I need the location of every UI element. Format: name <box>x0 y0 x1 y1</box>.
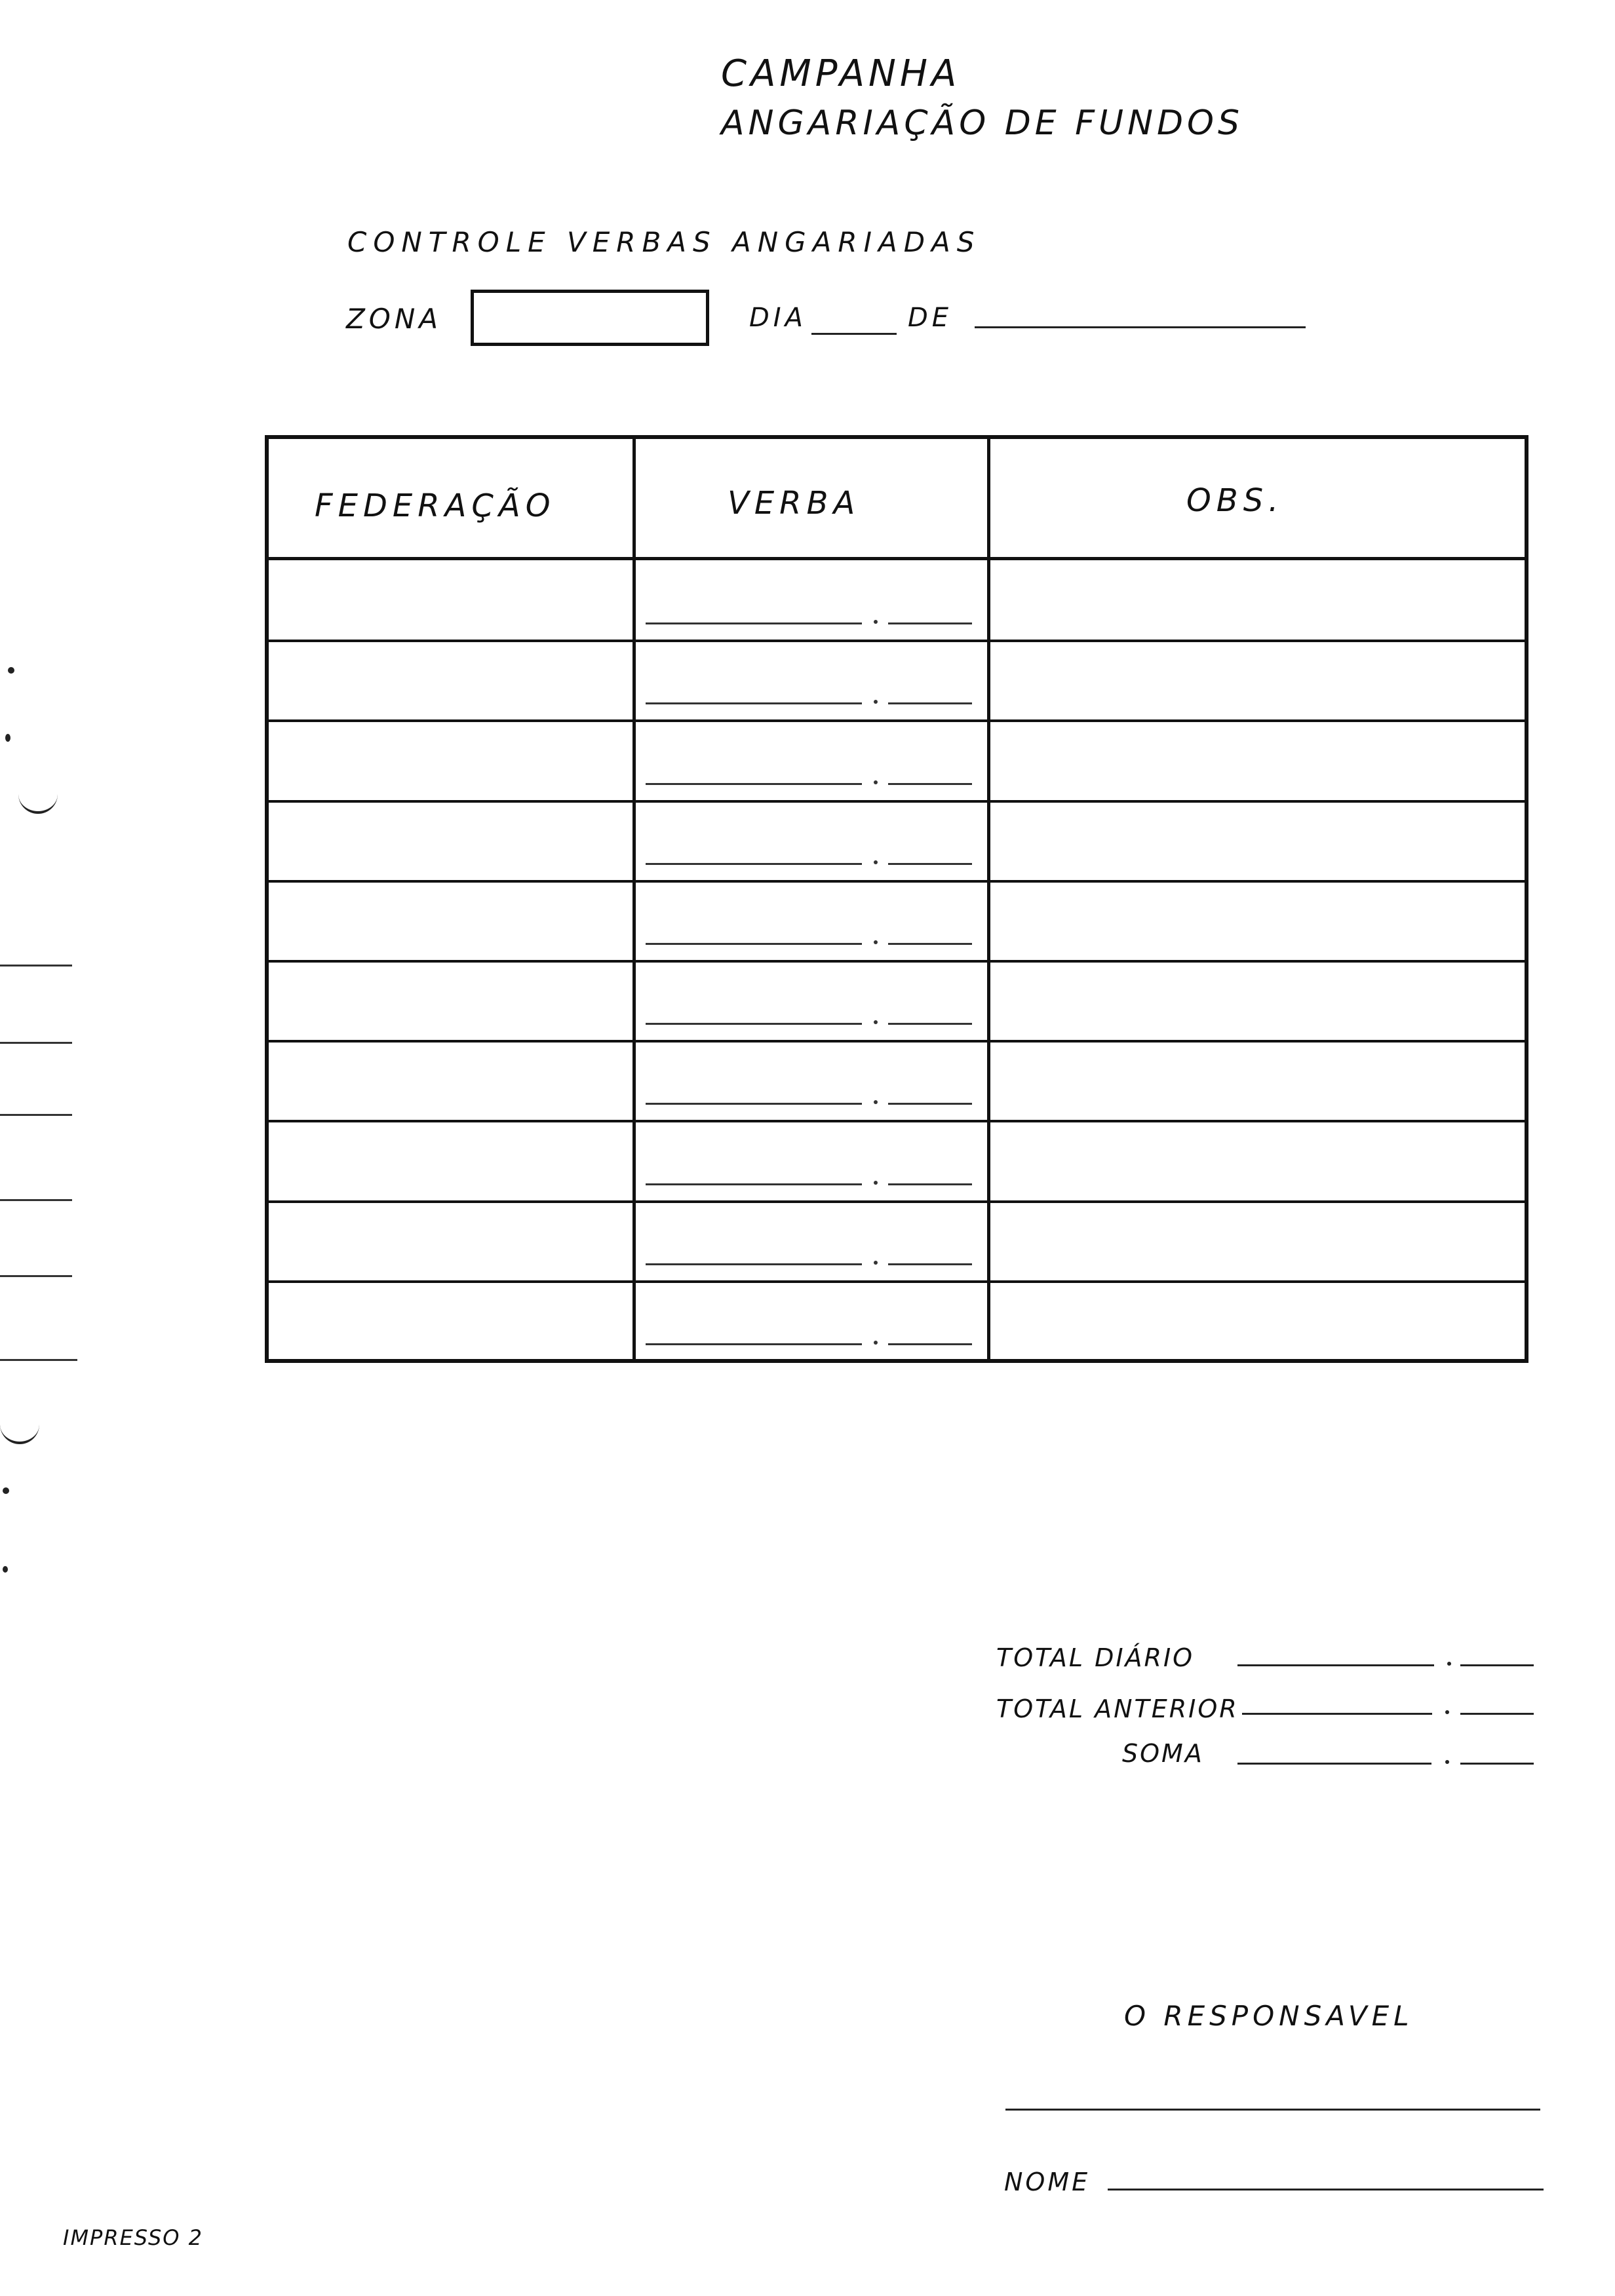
verba-amount-field[interactable] <box>646 702 862 704</box>
verba-amount-field[interactable] <box>646 943 862 945</box>
edge-mark <box>0 1114 72 1116</box>
edge-mark <box>0 965 72 966</box>
nome-field[interactable] <box>1108 2189 1544 2191</box>
verba-cents-field[interactable] <box>888 622 972 624</box>
dia-field[interactable] <box>811 333 897 335</box>
header-rule <box>269 557 1525 560</box>
verba-decimal-point <box>874 1341 878 1345</box>
column-divider-2 <box>987 439 990 1359</box>
verba-decimal-point <box>874 1181 878 1185</box>
dia-label: DIA <box>749 303 807 333</box>
row-divider <box>269 719 1525 722</box>
row-divider <box>269 800 1525 803</box>
verba-decimal-point <box>874 860 878 864</box>
form-number: IMPRESSO 2 <box>63 2225 203 2250</box>
header-obs: OBS. <box>1186 482 1284 519</box>
soma-cents-field[interactable] <box>1460 1763 1534 1765</box>
verba-amount-field[interactable] <box>646 783 862 785</box>
total-anterior-decimal-point <box>1445 1710 1449 1714</box>
verba-amount-field[interactable] <box>646 863 862 865</box>
scan-speck <box>8 667 14 674</box>
verba-decimal-point <box>874 780 878 784</box>
verba-amount-field[interactable] <box>646 1103 862 1105</box>
verba-decimal-point <box>874 700 878 704</box>
row-divider <box>269 880 1525 883</box>
verba-decimal-point <box>874 1100 878 1104</box>
zona-label: ZONA <box>346 303 442 335</box>
month-field[interactable] <box>975 326 1306 328</box>
row-divider <box>269 1040 1525 1043</box>
header-verba: VERBA <box>728 485 861 522</box>
verba-cents-field[interactable] <box>888 783 972 785</box>
signature-line[interactable] <box>1005 2109 1540 2111</box>
verba-cents-field[interactable] <box>888 863 972 865</box>
verba-cents-field[interactable] <box>888 1263 972 1265</box>
total-diario-label: TOTAL DIÁRIO <box>996 1643 1195 1672</box>
soma-field[interactable] <box>1237 1763 1431 1765</box>
total-diario-cents-field[interactable] <box>1460 1664 1534 1666</box>
row-divider <box>269 960 1525 963</box>
scan-speck <box>3 1487 9 1494</box>
verba-cents-field[interactable] <box>888 702 972 704</box>
zona-field[interactable] <box>471 290 709 346</box>
row-divider <box>269 1120 1525 1122</box>
verba-decimal-point <box>874 620 878 624</box>
verba-cents-field[interactable] <box>888 1183 972 1185</box>
form-title-campanha: CAMPANHA <box>721 52 961 95</box>
verba-amount-field[interactable] <box>646 622 862 624</box>
verba-cents-field[interactable] <box>888 943 972 945</box>
row-divider <box>269 1200 1525 1203</box>
verba-decimal-point <box>874 1261 878 1265</box>
nome-label: NOME <box>1004 2168 1091 2196</box>
total-diario-decimal-point <box>1447 1662 1451 1666</box>
header-federacao: FEDERAÇÃO <box>315 488 556 524</box>
verba-amount-field[interactable] <box>646 1023 862 1025</box>
verbas-table <box>265 435 1528 1363</box>
edge-mark <box>0 1275 72 1277</box>
verba-amount-field[interactable] <box>646 1263 862 1265</box>
row-divider <box>269 1280 1525 1283</box>
verba-decimal-point <box>874 1020 878 1024</box>
verba-amount-field[interactable] <box>646 1183 862 1185</box>
form-title-angariacao: ANGARIAÇÃO DE FUNDOS <box>721 104 1243 143</box>
verba-cents-field[interactable] <box>888 1103 972 1105</box>
edge-mark <box>0 1199 72 1201</box>
column-divider-1 <box>632 439 636 1359</box>
soma-label: SOMA <box>1122 1739 1204 1768</box>
responsavel-label: O RESPONSAVEL <box>1124 2000 1414 2032</box>
de-label: DE <box>908 303 953 333</box>
verba-cents-field[interactable] <box>888 1343 972 1345</box>
punch-hole-mark <box>18 785 58 814</box>
edge-mark <box>0 1042 72 1044</box>
punch-hole-mark <box>0 1415 39 1444</box>
total-anterior-cents-field[interactable] <box>1460 1713 1534 1715</box>
verba-decimal-point <box>874 940 878 944</box>
verba-cents-field[interactable] <box>888 1023 972 1025</box>
scan-speck <box>5 734 10 742</box>
edge-mark <box>0 1359 77 1361</box>
total-diario-field[interactable] <box>1237 1664 1434 1666</box>
verba-amount-field[interactable] <box>646 1343 862 1345</box>
total-anterior-label: TOTAL ANTERIOR <box>996 1694 1239 1723</box>
total-anterior-field[interactable] <box>1242 1713 1432 1715</box>
row-divider <box>269 640 1525 642</box>
form-subtitle: CONTROLE VERBAS ANGARIADAS <box>347 226 981 258</box>
soma-decimal-point <box>1445 1760 1449 1764</box>
scan-speck <box>3 1566 8 1573</box>
